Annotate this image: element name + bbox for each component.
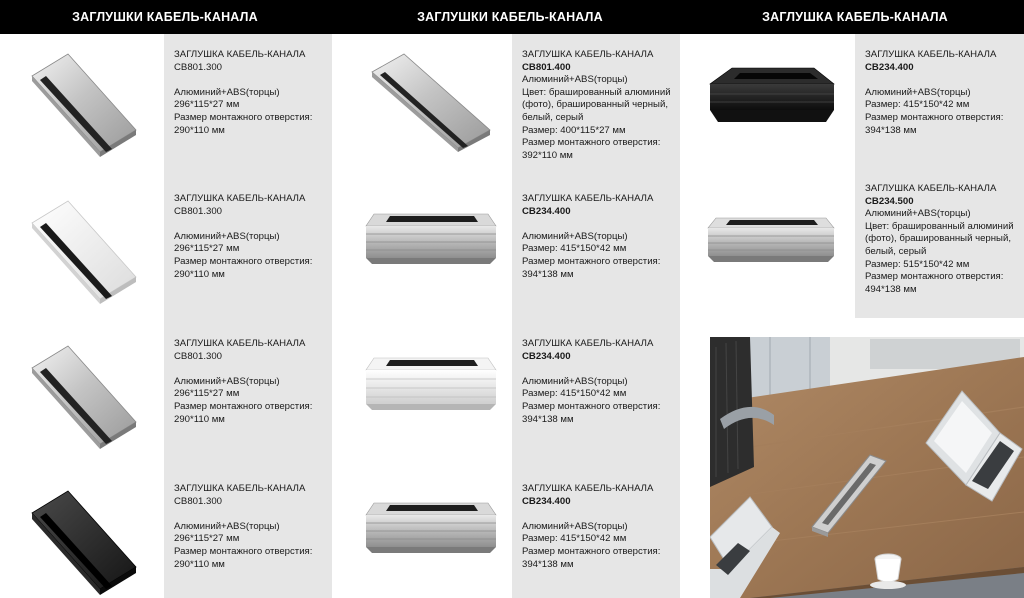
product-title: ЗАГЛУШКА КАБЕЛЬ-КАНАЛА [522, 49, 654, 60]
product-spec-line: Размер: 515*150*42 мм [865, 258, 970, 270]
column-2-title: ЗАГЛУШКИ КАБЕЛЬ-КАНАЛА [417, 10, 603, 24]
product-size: 296*115*27 мм [174, 533, 240, 545]
product-spec-line: Размер: 415*150*42 мм [522, 388, 627, 400]
product-title: ЗАГЛУШКА КАБЕЛЬ-КАНАЛА [865, 49, 997, 60]
mounting-hole-size: 290*110 мм [174, 558, 225, 570]
mounting-hole-label: Размер монтажного отверстия: [174, 545, 313, 557]
mounting-hole-label: Размер монтажного отверстия: [174, 400, 313, 412]
product-spec-line: Размер: 415*150*42 мм [522, 533, 627, 545]
product-spec-line: Алюминий+ABS(торцы) [522, 230, 628, 242]
column-3-title: ЗАГЛУШКА КАБЕЛЬ-КАНАЛА [762, 10, 948, 24]
product-description [174, 338, 330, 426]
product-title: ЗАГЛУШКА КАБЕЛЬ-КАНАЛА [174, 338, 306, 349]
product-description [522, 338, 680, 426]
product-code: CB234.400 [522, 495, 571, 507]
product-title: ЗАГЛУШКА КАБЕЛЬ-КАНАЛА [522, 338, 654, 349]
product-code: CB234.500 [865, 195, 914, 207]
product-spec-line: Размер монтажного отверстия: [522, 255, 661, 267]
product-spec-line: Размер монтажного отверстия: [865, 111, 1004, 123]
product-code: CB801.300 [174, 350, 223, 362]
product-spec-line: Алюминий+ABS(торцы) [522, 74, 628, 86]
product-code: CB801.300 [174, 205, 223, 217]
cable-grommet-box-black-image [706, 64, 836, 132]
cable-grommet-silver-image [368, 50, 494, 152]
product-description [865, 183, 1024, 296]
cable-grommet-silver-image [28, 340, 140, 450]
product-title: ЗАГЛУШКА КАБЕЛЬ-КАНАЛА [174, 49, 306, 60]
product-spec-line: 394*138 мм [522, 268, 574, 280]
product-title: ЗАГЛУШКА КАБЕЛЬ-КАНАЛА [522, 483, 654, 494]
product-spec-line: Алюминий+ABS(торцы) [522, 375, 628, 387]
product-spec-line: 394*138 мм [865, 124, 917, 136]
product-spec-line: Размер монтажного отверстия: [522, 545, 661, 557]
product-spec-line: Цвет: брашированный алюминий [522, 86, 671, 98]
product-description [865, 49, 1024, 137]
product-spec-line: Алюминий+ABS(торцы) [522, 520, 628, 532]
mounting-hole-label: Размер монтажного отверстия: [174, 255, 313, 267]
cable-grommet-black-image [28, 485, 140, 595]
mounting-hole-size: 290*110 мм [174, 124, 225, 136]
product-spec-line: (фото), брашированный черный, [865, 233, 1011, 245]
product-spec-line: Алюминий+ABS(торцы) [865, 86, 971, 98]
cable-grommet-box-white-image [364, 352, 498, 416]
product-material: Алюминий+ABS(торцы) [174, 230, 280, 242]
cable-grommet-silver-image [28, 48, 140, 158]
product-description [522, 193, 680, 281]
mounting-hole-size: 290*110 мм [174, 413, 225, 425]
product-description [522, 483, 680, 571]
product-size: 296*115*27 мм [174, 99, 240, 111]
product-title: ЗАГЛУШКА КАБЕЛЬ-КАНАЛА [865, 183, 997, 194]
mounting-hole-size: 290*110 мм [174, 268, 225, 280]
product-code: CB234.400 [865, 61, 914, 73]
product-spec-line: белый, серый [522, 111, 584, 123]
product-size: 296*115*27 мм [174, 243, 240, 255]
product-spec-line: 494*138 мм [865, 283, 917, 295]
product-code: CB801.300 [174, 495, 223, 507]
product-spec-line: Размер: 415*150*42 мм [522, 243, 627, 255]
product-spec-line: Размер монтажного отверстия: [865, 271, 1004, 283]
product-spec-line: 392*110 мм [522, 149, 573, 161]
cable-grommet-box-silver-image [364, 208, 498, 268]
product-description [174, 193, 330, 281]
product-title: ЗАГЛУШКА КАБЕЛЬ-КАНАЛА [174, 193, 306, 204]
product-spec-line: Алюминий+ABS(торцы) [865, 208, 971, 220]
product-title: ЗАГЛУШКА КАБЕЛЬ-КАНАЛА [174, 483, 306, 494]
cable-grommet-box-silver-image [364, 497, 498, 557]
product-size: 296*115*27 мм [174, 388, 240, 400]
product-material: Алюминий+ABS(торцы) [174, 86, 280, 98]
product-spec-line: 394*138 мм [522, 413, 574, 425]
office-desk-photo [710, 337, 1024, 598]
product-spec-line: 394*138 мм [522, 558, 574, 570]
header-bar [0, 0, 1024, 34]
column-1-title: ЗАГЛУШКИ КАБЕЛЬ-КАНАЛА [72, 10, 258, 24]
product-title: ЗАГЛУШКА КАБЕЛЬ-КАНАЛА [522, 193, 654, 204]
mounting-hole-label: Размер монтажного отверстия: [174, 111, 313, 123]
product-description [522, 49, 680, 162]
product-code: CB234.400 [522, 205, 571, 217]
product-spec-line: Размер: 400*115*27 мм [522, 124, 626, 136]
product-material: Алюминий+ABS(торцы) [174, 375, 280, 387]
product-spec-line: Цвет: брашированный алюминий [865, 220, 1014, 232]
cable-grommet-white-image [28, 195, 140, 305]
product-spec-line: Размер: 415*150*42 мм [865, 99, 970, 111]
product-description [174, 49, 330, 137]
cable-grommet-box-silver-image [706, 212, 836, 270]
product-code: CB234.400 [522, 350, 571, 362]
product-description [174, 483, 330, 571]
product-spec-line: Размер монтажного отверстия: [522, 137, 661, 149]
product-code: CB801.300 [174, 61, 223, 73]
product-spec-line: (фото), брашированный черный, [522, 99, 668, 111]
product-spec-line: белый, серый [865, 245, 927, 257]
product-spec-line: Размер монтажного отверстия: [522, 400, 661, 412]
product-material: Алюминий+ABS(торцы) [174, 520, 280, 532]
product-code: CB801.400 [522, 61, 571, 73]
